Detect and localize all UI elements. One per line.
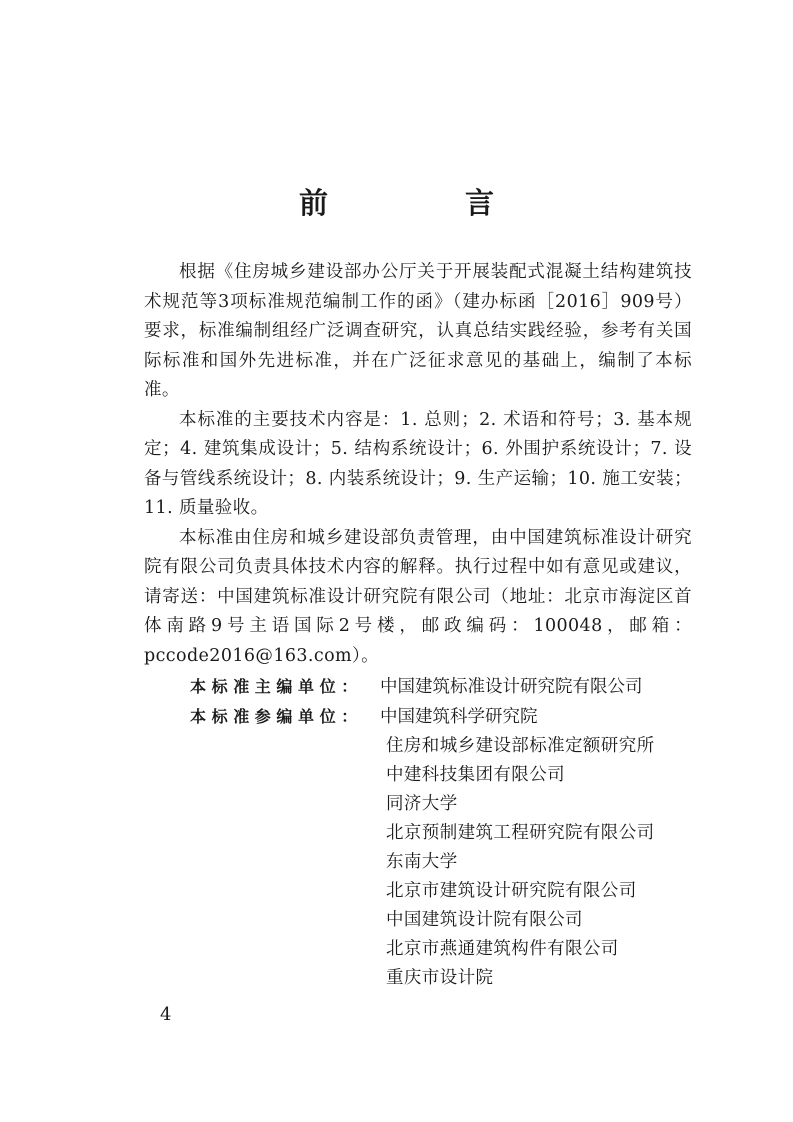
participating-unit-label: 本标准参编单位： xyxy=(190,707,363,726)
participating-unit-item: 重庆市设计院 xyxy=(386,968,494,988)
participating-unit-item: 住房和城乡建设部标准定额研究所 xyxy=(386,736,655,756)
units-section xyxy=(190,672,710,993)
chief-unit-row xyxy=(190,672,710,702)
participating-unit-item: 北京市建筑设计研究院有限公司 xyxy=(386,881,637,901)
participating-unit-item: 北京预制建筑工程研究院有限公司 xyxy=(386,823,655,843)
participating-unit-item: 同济大学 xyxy=(386,794,458,814)
paragraph-contents: 本标准的主要技术内容是：1. 总则；2. 术语和符号；3. 基本规定；4. 建筑集成设计；5. 结构系统设计；6. 外围护系统设计；7. 设备与管线系统设计；8. 内装系统设计；9. 生产运输；10. 施工安装；11. 质量验收。 xyxy=(144,409,692,518)
chief-unit-name: 中国建筑标准设计研究院有限公司 xyxy=(380,677,643,697)
paragraph-management: 本标准由住房和城乡建设部负责管理，由中国建筑标准设计研究院有限公司负责具体技术内容的解释。执行过程中如有意见或建议，请寄送：中国建筑标准设计研究院有限公司（地址：北京市海淀区首体南路9号主语国际2号楼，邮政编码：100048，邮箱：pccode2016@163.com）。 xyxy=(144,527,692,666)
page-title: 前 言 xyxy=(298,186,548,220)
paragraph-basis: 根据《住房城乡建设部办公厅关于开展装配式混凝土结构建筑技术规范等3项标准规范编制工作的函》（建办标函［2016］909号）要求，标准编制组经广泛调查研究，认真总结实践经验，参考有关国际标准和国外先进标准，并在广泛征求意见的基础上，编制了本标准。 xyxy=(144,262,692,400)
participating-unit-item: 中建科技集团有限公司 xyxy=(386,765,565,785)
body-text xyxy=(144,258,692,671)
participating-unit-item: 东南大学 xyxy=(386,852,458,872)
participating-unit-list xyxy=(190,732,710,993)
chief-unit-label: 本标准主编单位： xyxy=(190,677,363,696)
page-number: 4 xyxy=(160,1004,172,1025)
participating-unit-row xyxy=(190,702,710,732)
participating-unit-item: 北京市燕通建筑构件有限公司 xyxy=(386,939,619,959)
participating-unit-item: 中国建筑设计院有限公司 xyxy=(386,910,583,930)
participating-unit-first: 中国建筑科学研究院 xyxy=(380,707,538,727)
